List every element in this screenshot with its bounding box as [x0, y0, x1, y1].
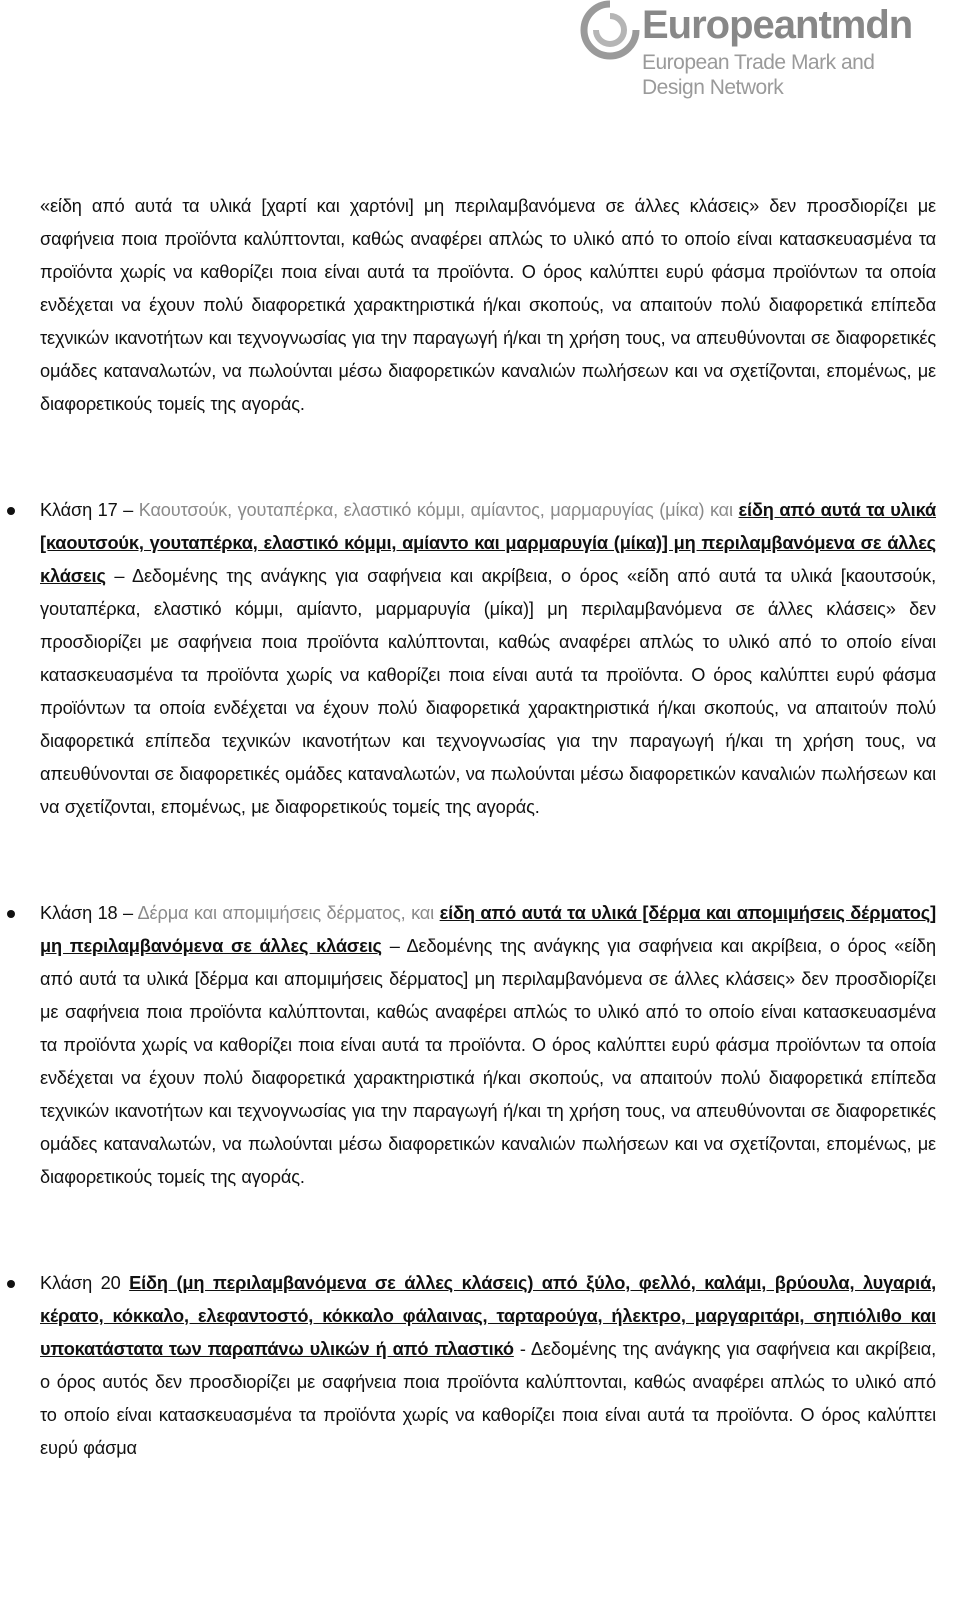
document-body — [40, 190, 936, 1465]
class-heading: Δέρμα και απομιμήσεις δέρματος, και — [137, 903, 435, 923]
logo-name: Europeantmdn — [642, 3, 913, 47]
term-in-question: Είδη (μη περιλαμβανόμενα σε άλλες κλάσεις) από ξύλο, φελλό, καλάμι, βρύουλα, λυγαριά, κέρατο, κόκκαλο, ελεφαντοστό, κόκκαλο φάλαινας, ταρταρούγα, ήλεκτρο, μαργαριτάρι, σηπιόλιθο και υποκατάστατα των παραπάνω υλικών ή από πλαστικό — [40, 1273, 937, 1359]
european-tmdn-logo — [580, 0, 952, 110]
class-label: Κλάση 17 – — [40, 500, 134, 520]
class-18-item — [40, 897, 936, 1194]
intro-paragraph: «είδη από αυτά τα υλικά [χαρτί και χαρτόνι] μη περιλαμβανόμενα σε άλλες κλάσεις» δεν προσδιορίζει με σαφήνεια ποια προϊόντα καλύπτονται, καθώς αναφέρει απλώς το υλικό από το οποίο είναι κατασκευασμένα τα προϊόντα χωρίς να καθορίζει ποια είναι αυτά τα προϊόντα. Ο όρος καλύπτει ευρύ φάσμα προϊόντων τα οποία ενδέχεται να έχουν πολύ διαφορετικά χαρακτηριστικά ή/και σκοπούς, να απαιτούν πολύ διαφορετικά επίπεδα τεχνικών ικανοτήτων και τεχνογνωσίας για την παραγωγή ή/και τη χρήση τους, να απευθύνονται σε διαφορετικές ομάδες καταναλωτών, να πωλούνται μέσω διαφορετικών καναλιών πωλήσεων και να σχετίζονται, επομένως, με διαφορετικούς τομείς της αγοράς. — [40, 196, 936, 414]
term-in-question: είδη από αυτά τα υλικά [καουτσούκ, γουταπέρκα, ελαστικό κόμμι, αμίαντο και μαρμαρυγία (μίκα)] μη περιλαμβανόμενα σε άλλες κλάσεις — [40, 500, 936, 586]
logo-subtitle-line-2: Design Network — [642, 76, 784, 99]
class-explanation: – Δεδομένης της ανάγκης για σαφήνεια και ακρίβεια, ο όρος «είδη από αυτά τα υλικά [καουτσούκ, γουταπέρκα, ελαστικό κόμμι, αμίαντο, μαρμαρυγία (μίκα)] μη περιλαμβανόμενα σε άλλες κλάσεις» δεν προσδιορίζει με σαφήνεια ποια προϊόντα καλύπτονται, καθώς αναφέρει απλώς το υλικό από το οποίο είναι κατασκευασμένα τα προϊόντα χωρίς να καθορίζει ποια είναι αυτά τα προϊόντα. Ο όρος καλύπτει ευρύ φάσμα προϊόντων τα οποία ενδέχεται να έχουν πολύ διαφορετικά χαρακτηριστικά ή/και σκοπούς, να απαιτούν πολύ διαφορετικά επίπεδα τεχνικών ικανοτήτων και τεχνογνωσίας για την παραγωγή ή/και τη χρήση τους, να απευθύνονται σε διαφορετικές ομάδες καταναλωτών, να πωλούνται μέσω διαφορετικών καναλιών πωλήσεων και να σχετίζονται, επομένως, με διαφορετικούς τομείς της αγοράς. — [40, 566, 937, 817]
term-in-question: είδη από αυτά τα υλικά [δέρμα και απομιμήσεις δέρματος] μη περιλαμβανόμενα σε άλλες κλάσεις — [40, 903, 936, 956]
tmdn-swirl-icon — [580, 0, 640, 60]
bullet-icon — [7, 1280, 15, 1288]
bullet-icon — [7, 910, 15, 918]
bullet-icon — [7, 507, 15, 515]
class-17-item — [40, 494, 936, 824]
class-label: Κλάση 20 — [40, 1273, 121, 1293]
class-20-item — [40, 1267, 936, 1465]
class-heading: Καουτσούκ, γουταπέρκα, ελαστικό κόμμι, αμίαντος, μαρμαρυγίας (μίκα) και — [138, 500, 733, 520]
class-explanation: - Δεδομένης της ανάγκης για σαφήνεια και ακρίβεια, ο όρος αυτός δεν προσδιορίζει με σαφήνεια ποια προϊόντα καλύπτονται, καθώς αναφέρει απλώς το υλικό από το οποίο είναι κατασκευασμένα τα προϊόντα χωρίς να καθορίζει ποια είναι αυτά τα προϊόντα. Ο όρος καλύπτει ευρύ φάσμα — [40, 1339, 936, 1458]
class-label: Κλάση 18 – — [40, 903, 134, 923]
logo-subtitle-line-1: European Trade Mark and — [642, 51, 875, 74]
class-explanation: – Δεδομένης της ανάγκης για σαφήνεια και ακρίβεια, ο όρος «είδη από αυτά τα υλικά [δέρμα και απομιμήσεις δέρματος] μη περιλαμβανόμενα σε άλλες κλάσεις» δεν προσδιορίζει με σαφήνεια ποια προϊόντα καλύπτονται, καθώς αναφέρει απλώς το υλικό από το οποίο είναι κατασκευασμένα τα προϊόντα χωρίς να καθορίζει ποια είναι αυτά τα προϊόντα. Ο όρος καλύπτει ευρύ φάσμα προϊόντων τα οποία ενδέχεται να έχουν πολύ διαφορετικά χαρακτηριστικά ή/και σκοπούς, να απαιτούν πολύ διαφορετικά επίπεδα τεχνικών ικανοτήτων και τεχνογνωσίας για την παραγωγή ή/και τη χρήση τους, να απευθύνονται σε διαφορετικές ομάδες καταναλωτών, να πωλούνται μέσω διαφορετικών καναλιών πωλήσεων και να σχετίζονται, επομένως, με διαφορετικούς τομείς της αγοράς. — [40, 936, 936, 1187]
